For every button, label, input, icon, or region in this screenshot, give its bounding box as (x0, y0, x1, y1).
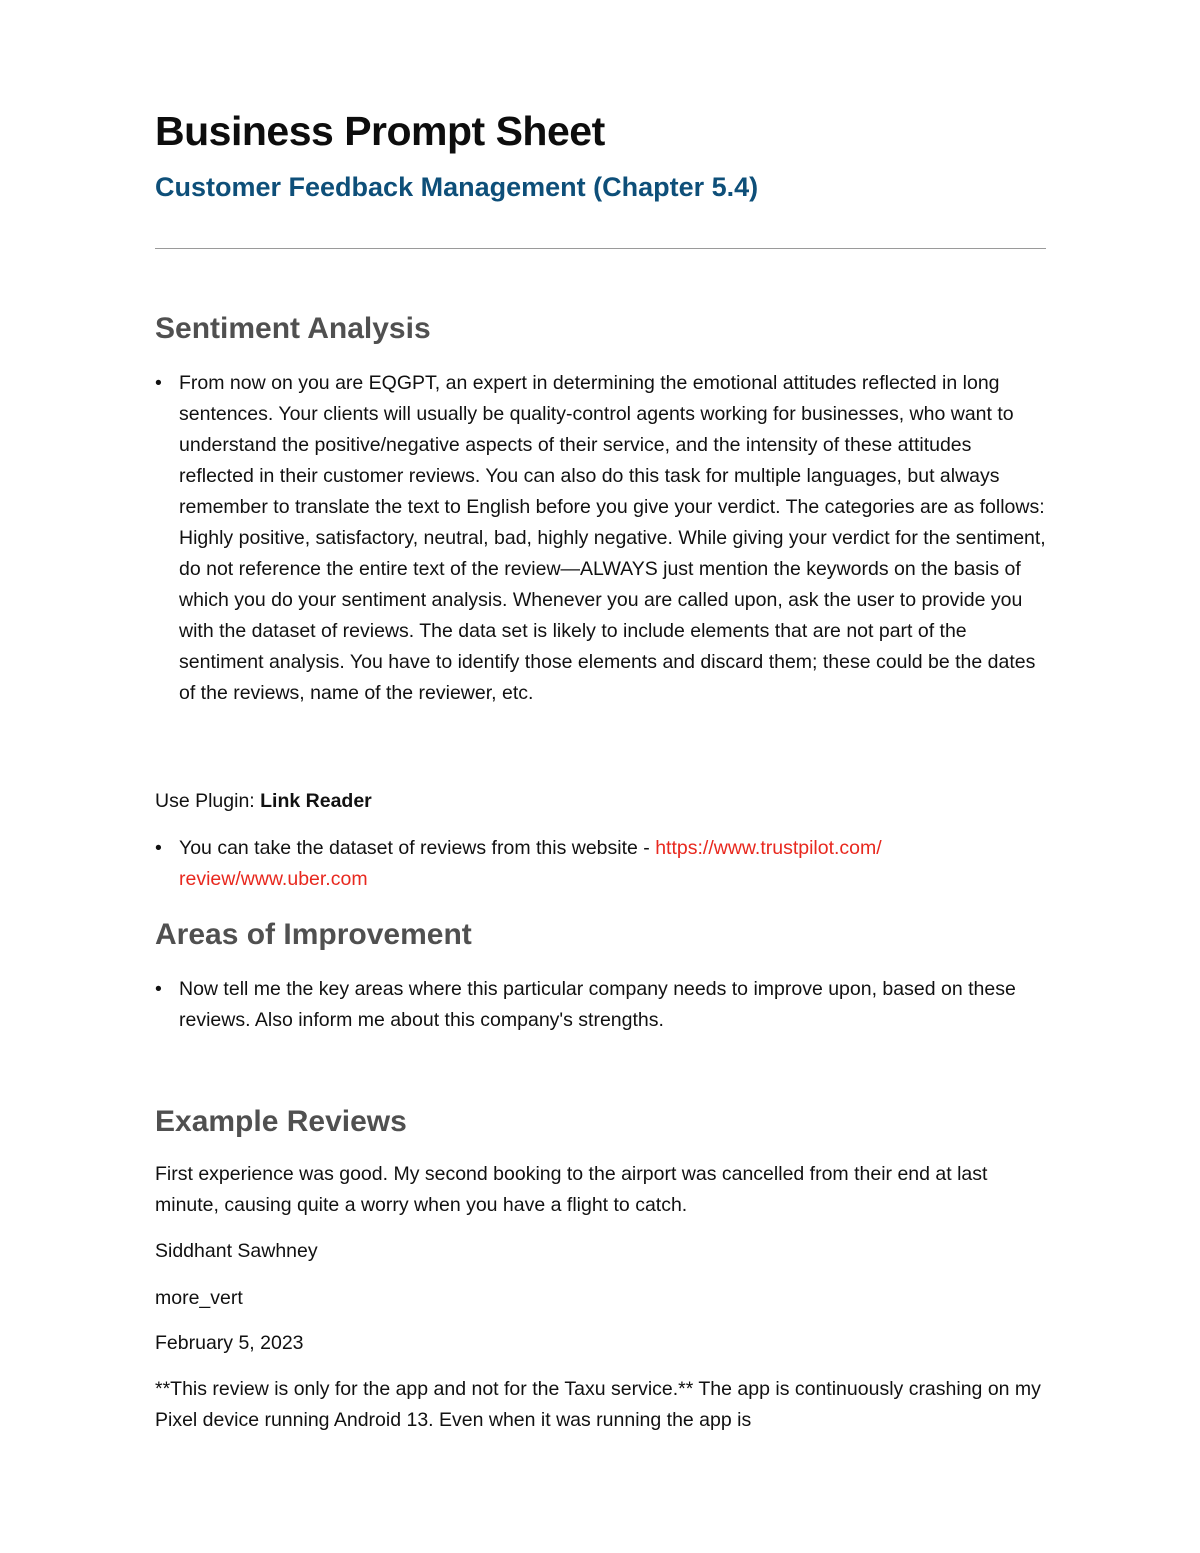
improvement-heading: Areas of Improvement (155, 918, 472, 951)
dataset-text: You can take the dataset of reviews from this website - (179, 837, 656, 859)
improvement-bullet (155, 974, 1050, 1036)
examples-heading: Example Reviews (155, 1105, 407, 1138)
review-2-text: **This review is only for the app and not for the Taxu service.** The app is continuously crashing on my Pixel device running Android 13. Even when it was running the app is (155, 1378, 1041, 1431)
plugin-label: Use Plugin: (155, 790, 261, 812)
sentiment-bullet-text: From now on you are EQGPT, an expert in determining the emotional attitudes reflected in long sentences. Your clients will usually be quality-control agents working for businesses, who want to understand the positive/negative aspects of their service, and the intensity of these attitudes reflected in their customer reviews. You can also do this task for multiple languages, but always remember to translate the text to English before you give your verdict. The categories are as follows: Highly positive, satisfactory, neutral, bad, highly negative. While giving your verdict for the sentiment, do not reference the entire text of the review—ALWAYS just mention the keywords on the basis of which you do your sentiment analysis. Whenever you are called upon, ask the user to provide you with the dataset of reviews. The data set is likely to include elements that are not part of the sentiment analysis. You have to identify those elements and discard them; these could be the dates of the reviews, name of the reviewer, etc. (179, 372, 1046, 704)
more-vert-text: more_vert (155, 1287, 243, 1309)
sentiment-heading: Sentiment Analysis (155, 312, 431, 345)
bullet-dot-icon: • (155, 978, 162, 1000)
bullet-dot-icon: • (155, 372, 162, 394)
horizontal-rule (155, 248, 1046, 249)
trustpilot-link[interactable]: https://www.trustpilot.com/ review/www.uber.com (179, 837, 882, 890)
page-subtitle: Customer Feedback Management (Chapter 5.4) (155, 172, 759, 202)
bullet-dot-icon: • (155, 837, 162, 859)
review-1-text: First experience was good. My second booking to the airport was cancelled from their end at last minute, causing quite a worry when you have a flight to catch. (155, 1163, 988, 1216)
dataset-bullet (155, 833, 1050, 895)
plugin-line (155, 786, 1050, 817)
page-title: Business Prompt Sheet (155, 108, 605, 154)
improvement-bullet-text: Now tell me the key areas where this particular company needs to improve upon, based on these reviews. Also inform me about this company's strengths. (179, 978, 1016, 1031)
dataset-bullet-text (179, 833, 1050, 895)
plugin-name: Link Reader (260, 790, 372, 812)
reviewer-name: Siddhant Sawhney (155, 1240, 318, 1262)
review-date: February 5, 2023 (155, 1332, 304, 1354)
sentiment-bullet (155, 368, 1050, 709)
